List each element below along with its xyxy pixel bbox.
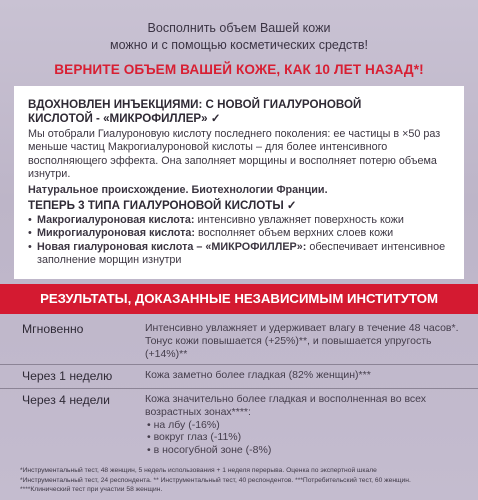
row-sub-item: • в носогубной зоне (-8%) bbox=[147, 444, 272, 457]
bullet-name: Макрогиалуроновая кислота: bbox=[37, 214, 195, 227]
headline: ВЕРНИТЕ ОБЪЕМ ВАШЕЙ КОЖЕ, КАК 10 ЛЕТ НАЗАД*! bbox=[54, 62, 424, 77]
row-text: Интенсивно увлажняет и удерживает влагу в течение 48 часов*. Тонус кожи повышается (+25%)**, и повышается упругость (+14%)** bbox=[145, 322, 459, 360]
bullet-text: интенсивно увлажняет поверхность кожи bbox=[194, 214, 404, 227]
types-title bbox=[28, 199, 453, 213]
bullet-text: восполняет объем верхних слоев кожи bbox=[195, 227, 394, 240]
list-item bbox=[28, 227, 453, 240]
table-row bbox=[0, 389, 478, 465]
list-item bbox=[28, 241, 453, 268]
types-title-text: ТЕПЕРЬ 3 ТИПА ГИАЛУРОНОВОЙ КИСЛОТЫ bbox=[28, 199, 284, 213]
bullet-name: Новая гиалуроновая кислота – «МИКРОФИЛЛЕР»: bbox=[37, 240, 307, 253]
check-icon: ✓ bbox=[210, 112, 221, 125]
box-title-line-2 bbox=[28, 112, 453, 126]
footnote-line-3: ****Клинический тест при участии 58 женщин. bbox=[20, 486, 163, 493]
row-label: Мгновенно bbox=[22, 322, 84, 336]
row-sub-item: • на лбу (-16%) bbox=[147, 418, 220, 431]
origin-text: Натуральное происхождение. Биотехнологии Франции. bbox=[28, 183, 328, 196]
footnote-line-1: *Инструментальный тест, 48 женщин, 5 недель использования + 1 неделя перерыва. Оценка по экспертной шкале bbox=[20, 467, 377, 474]
row-text bbox=[145, 393, 463, 457]
row-text-main: Кожа значительно более гладкая и восполненная во всех возрастных зонах****: bbox=[145, 393, 427, 418]
box-title-line-2-text: КИСЛОТОЙ - «МИКРОФИЛЛЕР» bbox=[28, 112, 208, 125]
footnotes bbox=[20, 466, 465, 495]
table-row bbox=[0, 318, 478, 365]
footnote-line-2: *Инструментальный тест, 24 респондента. ** Инструментальный тест, 40 респондентов. ***Потребительский тест, 60 женщин. bbox=[20, 476, 411, 484]
row-text: Кожа заметно более гладкая (82% женщин)*** bbox=[145, 369, 371, 381]
box-paragraph: Мы отобрали Гиалуроновую кислоту последнего поколения: ее частицы в ×50 раз меньше частиц Макрогиалуроновой кислоты – для более интенсивного восполняющего эффекта. Она заполняет морщины и восполняет потерю объема изнутри. bbox=[28, 128, 441, 181]
row-label: Через 4 недели bbox=[22, 393, 110, 407]
check-icon: ✓ bbox=[286, 199, 297, 213]
bullet-name: Микрогиалуроновая кислота: bbox=[37, 227, 196, 240]
row-sub-item: • вокруг глаз (-11%) bbox=[147, 431, 242, 444]
row-label: Через 1 неделю bbox=[22, 369, 113, 383]
results-banner: РЕЗУЛЬТАТЫ, ДОКАЗАННЫЕ НЕЗАВИСИМЫМ ИНСТИТУТОМ bbox=[0, 284, 478, 314]
box-title-line-1: ВДОХНОВЛЕН ИНЪЕКЦИЯМИ: С НОВОЙ ГИАЛУРОНОВОЙ bbox=[28, 98, 362, 111]
intro-line-1: Восполнить объем Вашей кожи bbox=[147, 21, 331, 35]
table-row bbox=[0, 365, 478, 389]
results-table bbox=[0, 318, 478, 465]
box-title bbox=[28, 98, 453, 126]
bullet-text: обеспечивает интенсивное заполнение морщин изнутри bbox=[37, 240, 446, 266]
info-box bbox=[14, 86, 464, 279]
list-item bbox=[28, 214, 453, 227]
bullet-list bbox=[28, 214, 453, 267]
intro-text bbox=[0, 20, 478, 54]
intro-line-2: можно и с помощью косметических средств! bbox=[110, 38, 368, 52]
